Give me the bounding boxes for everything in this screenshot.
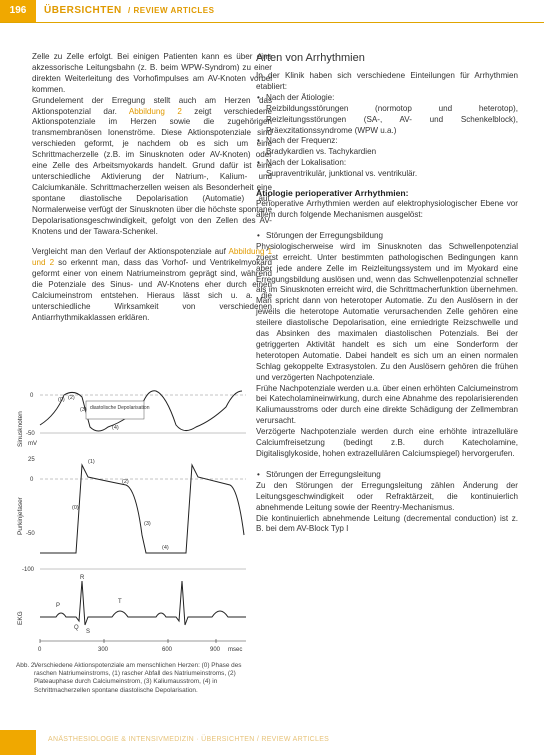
arten-item-lokalisation xyxy=(256,158,518,180)
figures-reference-link[interactable]: Abbildung 1 und 2 xyxy=(32,247,272,268)
y-label-sinusknoten: Sinusknoten xyxy=(17,411,24,447)
action-potential-figure xyxy=(16,385,252,653)
figure-reference-link[interactable]: Abbildung 2 xyxy=(128,106,182,116)
erregungsbildung-paragraph-3: Verzögerte Nachpotenziale werden durch eine erhöhte intrazelluläre Calciumfreisetzung (bedingt z.B. durch Katecholamine, Digitalisglykoside, hohen extrazellulären Calciumspiegel) hervorgerufen. xyxy=(256,427,518,458)
x-tick-900: 900 xyxy=(210,647,221,653)
mechanism-erregungsleitung-title: • Störungen der Erregungsleitung xyxy=(256,470,518,481)
left-paragraph-2-rest: zeigt verschiedene Aktionspotenziale im Herzen sowie die zugehörigen transmembranösen Ionenströme. Diese Aktionspotenziale sind verschieden geformt, je nachdem ob es sich um eine Schrittmacherzelle (z.B. im Sinusknoten oder AV-Knoten) oder eine Zelle des Arbeitsmyokards handelt. Grund dafür ist eine unterschiedliche Aktivierung der Natrium-, Kalium- und Calciumkanäle. Schrittmacherzellen weisen als Besonderheit eine spontane diastolische Depolarisation (Automatie) auf. Normalerweise verfügt der Sinusknoten über die höchste spontane Depolarisationsgeschwindigkeit, gefolgt von den Zellen des AV-Knotens und der Tawara-Schenkel. xyxy=(32,106,272,236)
erregungsbildung-paragraph-2: Frühe Nachpotenziale werden u.a. über einen erhöhten Calciumeinstrom bei Katecholamineinwirkung, durch eine Abnahme des repolarisierenden Kaliumausstroms oder durch eine direkte Schädigung der Zellmembran verursacht. xyxy=(256,383,518,426)
arten-item-frequenz xyxy=(256,136,518,158)
ecg-t: T xyxy=(118,599,122,605)
section-title-sub: / REVIEW ARTICLES xyxy=(128,6,215,15)
mid-phase-0: (0) xyxy=(72,505,79,511)
mid-phase-4: (4) xyxy=(162,545,169,551)
left-paragraph-3 xyxy=(32,247,272,323)
mechanism-list-2 xyxy=(256,470,518,481)
page-number: 196 xyxy=(0,0,36,22)
mv-label: mV xyxy=(28,441,37,447)
left-paragraph-2-start: Grundelement der Erregung stellt auch am Herzen das Aktionspotenzial dar. xyxy=(32,95,272,116)
right-column xyxy=(256,52,518,535)
aetiologie-intro: Perioperative Arrhythmien werden auf elektrophysiologischer Ebene vor allem durch folgende Mechanismen ausgelöst: xyxy=(256,199,518,219)
arten-list xyxy=(256,93,518,180)
section-title xyxy=(44,5,214,16)
arten-item-aetiologie-detail: Reizbildungsstörungen (normotop und heterotop), Reizleitungsstörungen (SA-, AV- und Schenkelblock), Präexzitationssyndrome (WPW u.a.) xyxy=(266,103,518,135)
erregungsbildung-paragraph-1: Physiologischerweise wird im Sinusknoten das Schwellenpotenzial zuerst erreicht. Unter bestimmten pathologischen Bedingungen kann aber jede andere Zelle im Reizleitungssystem und im Myokard eine Erregungsbildung auslösen und, wenn das Schwellenpotenzial schneller als im Sinusknoten erreicht wird, die Schrittmacherfunktion übernehmen. Man spricht dann von heterotoper Automatie. Zu den Auslösern in der jeweils die heterotope Automatie verursachenden Zelle gehören eine steilere diastolische Depolarisation, eine erniedrigte Reizschwelle und das Absinken des maximalen diastolischen Potenzials. Bei der getriggerten Aktivität handelt es sich um eine Sonderform der heterotopen Automatie. Dabei handelt es sich um an einen normalen Schlag gekoppelte Extrasystolen. Zu den Auslösern gehören die frühen und verzögerten Nachpotenziale. xyxy=(256,241,518,382)
arten-item-lokalisation-label: Nach der Lokalisation: xyxy=(266,158,347,168)
page-header xyxy=(0,0,544,23)
footer-text: ANÄSTHESIOLOGIE & INTENSIVMEDIZIN · ÜBERSICHTEN / REVIEW ARTICLES xyxy=(48,736,330,743)
ecg-r: R xyxy=(80,575,85,581)
tick-mid-minus50: -50 xyxy=(26,531,35,537)
erregungsleitung-paragraph-1: Zu den Störungen der Erregungsleitung zählen Änderung der Leitungsgeschwindigkeit oder Refraktärzeit, die kontinuierlich abnehmende Leitung sowie der Reentry-Mechanismus. xyxy=(256,480,518,512)
heading-arten: Arten von Arrhythmien xyxy=(256,52,365,64)
left-column xyxy=(32,52,272,324)
top-annotation-text: diastolische Depolarisation xyxy=(90,405,150,411)
tick-top-minus50: -50 xyxy=(26,431,35,437)
action-potential-diagram xyxy=(16,385,252,653)
x-tick-0: 0 xyxy=(38,647,42,653)
left-paragraph-3-rest: so erkennt man, dass das Vorhof- und Ventrikelmyokard geformt einer von einem Natriumeinstrom geprägt sind, während die Potenziale des Sinus- und AV-Knotens eher durch einen Calciumeinstrom entstehen. Hieraus lässt sich u. a. die unterschiedliche Wirksamkeit von verschiedenen Antiarrhythmikaklassen erklären. xyxy=(32,258,272,322)
top-phase-3: (3) xyxy=(80,407,87,413)
mechanism-list-1 xyxy=(256,231,518,242)
mid-phase-2: (2) xyxy=(122,479,129,485)
ecg-p: P xyxy=(56,603,61,609)
arten-item-aetiologie-label: Nach der Ätiologie: xyxy=(266,92,335,102)
tick-mid-25: 25 xyxy=(28,457,35,463)
top-phase-0: (0) xyxy=(58,397,65,403)
caption-text: Verschiedene Aktionspotenziale am menschlichen Herzen: (0) Phase des raschen Natriumeinstroms, (1) rascher Abfall des Natriumeinstroms, (2) Plateauphase durch Calciumeinstrom, (3) Kaliumausstrom, (4) in Schrittmacherzellen spontane diastolische Depolarisation. xyxy=(34,662,242,694)
arten-item-frequenz-label: Nach der Frequenz: xyxy=(266,136,338,146)
ecg-trace xyxy=(40,581,246,625)
arten-item-frequenz-detail: Bradykardien vs. Tachykardien xyxy=(266,147,377,157)
tick-top-0: 0 xyxy=(30,393,34,399)
top-phase-4: (4) xyxy=(112,425,119,431)
heading-aetiologie: Ätiologie perioperativer Arrhythmien: xyxy=(256,188,409,199)
x-tick-300: 300 xyxy=(98,647,109,653)
caption-label: Abb. 2: xyxy=(16,662,37,669)
x-unit: msec xyxy=(228,647,243,653)
footer-bar xyxy=(0,730,36,755)
x-tick-600: 600 xyxy=(162,647,173,653)
y-label-purkinje: Purkinjefaser xyxy=(17,497,24,535)
ecg-s: S xyxy=(86,629,91,635)
tick-mid-0: 0 xyxy=(30,477,34,483)
arten-item-aetiologie xyxy=(256,93,518,137)
left-paragraph-1: Zelle zu Zelle erfolgt. Bei einigen Patienten kann es über eine akzessorische Leitungsbahn (z. B. beim WPW-Syndrom) zu einer direkten Weiterleitung des Vorhofimpulses am AV-Knoten vorbei kommen. xyxy=(32,52,272,94)
y-label-ekg: EKG xyxy=(17,611,24,625)
figure-caption xyxy=(16,662,252,695)
arten-item-lokalisation-detail: Supraventrikulär, junktional vs. ventrikulär. xyxy=(266,169,418,179)
mid-phase-1: (1) xyxy=(88,459,95,465)
tick-mid-minus100: -100 xyxy=(22,567,35,573)
mechanism-erregungsbildung-title: • Störungen der Erregungsbildung xyxy=(256,231,518,242)
left-paragraph-2 xyxy=(32,96,272,238)
section-title-main: ÜBERSICHTEN xyxy=(44,5,122,16)
mid-phase-3: (3) xyxy=(144,521,151,527)
arten-intro: In der Klinik haben sich verschiedene Einteilungen für Arrhythmien etabliert: xyxy=(256,71,518,91)
top-phase-2: (2) xyxy=(68,395,75,401)
erregungsleitung-paragraph-2: Die kontinuierlich abnehmende Leitung (decremental conduction) ist z. B. bei dem AV-Block Typ I xyxy=(256,513,518,534)
ecg-q: Q xyxy=(74,625,79,631)
left-paragraph-3-start: Vergleicht man den Verlauf der Aktionspotenziale auf xyxy=(32,247,226,257)
purkinje-trace xyxy=(40,465,244,553)
